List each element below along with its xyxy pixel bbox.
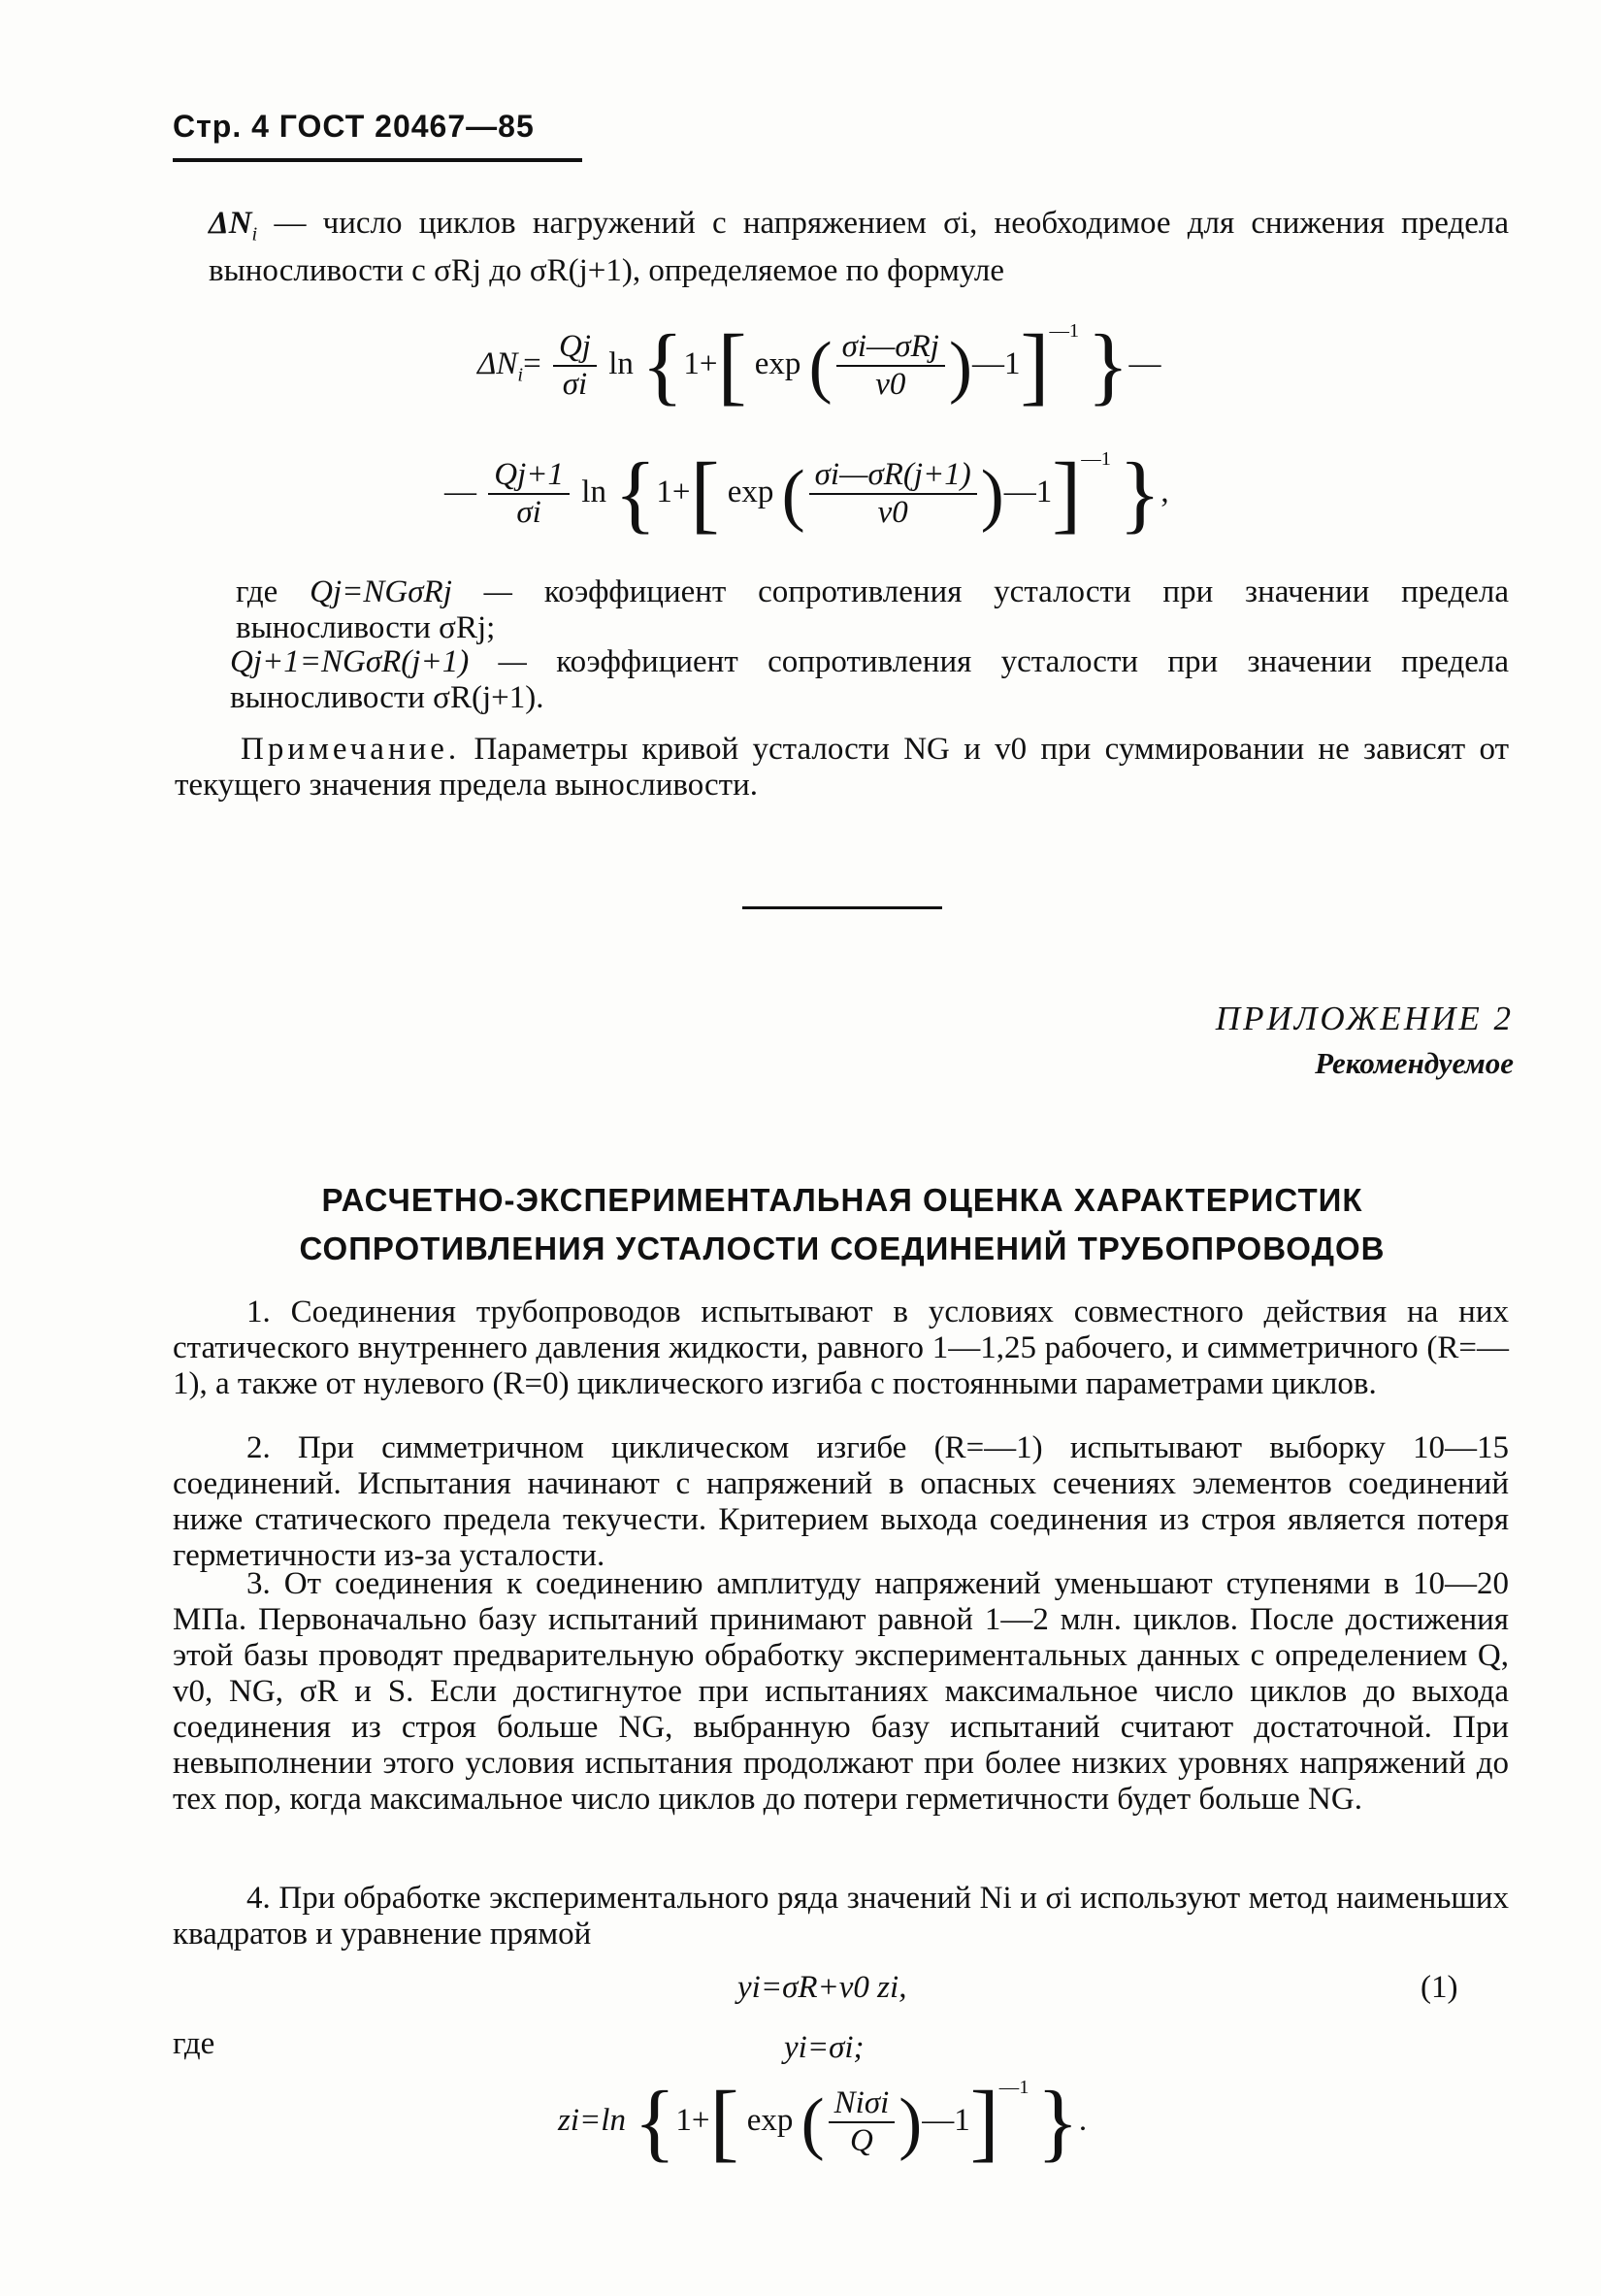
minus-one: —1: [922, 2103, 970, 2138]
equation-1-number: (1): [1421, 1970, 1458, 2005]
paragraph-4: 4. При обработке экспериментального ряда значений Ni и σi используют метод наименьших квадратов и уравнение прямой: [173, 1881, 1509, 1952]
z-lhs: zi=ln: [558, 2103, 626, 2138]
delta-n-symbol: ΔN: [209, 206, 252, 241]
page-header: Стр. 4 ГОСТ 20467—85: [173, 109, 582, 162]
left-paren: (: [781, 455, 805, 534]
fraction-numerator: Qj: [553, 329, 597, 367]
left-bracket: [: [717, 317, 747, 414]
appendix-subtitle: Рекомендуемое: [1315, 1046, 1514, 1080]
equation-z: [558, 2074, 1088, 2171]
exp-numerator: σi—σRj: [836, 329, 945, 367]
q1-lhs: Qj=NGσRj —: [310, 574, 513, 609]
formula-delta-n-line1: [477, 317, 1161, 414]
where-q1: [236, 574, 1509, 646]
q1-text: коэффициент сопротивления усталости при значении предела выносливости σRj;: [236, 574, 1510, 645]
leading-minus: —: [444, 475, 476, 509]
left-paren: (: [808, 327, 833, 406]
formula-end: .: [1078, 2103, 1088, 2138]
right-bracket: ]: [1020, 317, 1050, 414]
right-brace: }: [1036, 2074, 1079, 2171]
trailing-minus: —: [1128, 346, 1161, 381]
right-paren: ): [948, 327, 972, 406]
ln-operator: ln: [608, 346, 634, 381]
note: [175, 732, 1509, 804]
fraction-qj1-sigma: [488, 457, 570, 531]
ln-operator: ln: [581, 475, 606, 509]
appendix-title: ПРИЛОЖЕНИЕ 2: [1215, 1000, 1514, 1037]
z-denominator: Q: [850, 2123, 873, 2159]
where-label-2: где: [173, 2026, 215, 2061]
note-label: Примечание.: [241, 732, 461, 767]
right-brace: }: [1087, 317, 1129, 414]
power: —1: [1049, 320, 1080, 342]
left-bracket: [: [709, 2074, 739, 2171]
one-plus: 1+: [675, 2103, 710, 2138]
delta-n-sub: i: [251, 223, 258, 246]
formula-lhs-sub: i: [517, 364, 524, 386]
where-label: где: [236, 574, 278, 609]
formula-eq: =: [523, 346, 541, 381]
exp-operator: exp: [727, 475, 774, 509]
left-paren: (: [800, 2083, 825, 2162]
paragraph-3: 3. От соединения к соединению амплитуду напряжений уменьшают ступенями в 10—20 МПа. Первоначально базу испытаний принимают равной 1—2 млн. циклов. После достижения этой базы проводят предварительную обработку экспериментальных данных с определением Q, v0, NG, σR и S. Если достигнутое при испытаниях максимальное число циклов до выхода соединения из строя больше NG, выбранную базу испытаний считают достаточной. При невыполнении этого условия испытания продолжают при более низких уровнях напряжений до тех пор, когда максимальное число циклов до потери герметичности будет больше NG.: [173, 1566, 1509, 1817]
fraction-numerator: Qj+1: [488, 457, 570, 495]
exp-operator: exp: [754, 346, 801, 381]
fraction-denominator: σi: [516, 495, 541, 531]
delta-n-text: — число циклов нагружений с напряжением σi, необходимое для снижения предела выносливости с σRj до σR(j+1), определяемое по формуле: [209, 206, 1510, 288]
power: —1: [1081, 448, 1111, 470]
fraction-denominator: σi: [562, 367, 588, 403]
right-paren: ): [980, 455, 1004, 534]
left-brace: {: [641, 317, 684, 414]
left-bracket: [: [690, 445, 720, 542]
right-brace: }: [1119, 445, 1161, 542]
one-plus: 1+: [656, 475, 691, 509]
exp-operator: exp: [746, 2103, 794, 2138]
paragraph-1: 1. Соединения трубопроводов испытывают в условиях совместного действия на них статического внутреннего давления жидкости, равного 1—1,25 рабочего, и симметричного (R=—1), а также от нулевого (R=0) циклического изгиба с постоянными параметрами циклов.: [173, 1295, 1509, 1401]
formula-lhs: ΔN: [477, 346, 518, 381]
minus-one: —1: [1003, 475, 1053, 509]
power: —1: [998, 2077, 1029, 2098]
fraction-exp-arg: [809, 457, 977, 531]
equation-y: yi=σi;: [784, 2030, 865, 2065]
fraction-z-arg: [829, 2085, 896, 2159]
section-title-line2: СОПРОТИВЛЕНИЯ УСТАЛОСТИ СОЕДИНЕНИЙ ТРУБОПРОВОДОВ: [299, 1230, 1386, 1266]
right-bracket: ]: [1052, 445, 1082, 542]
where-q2: [230, 644, 1509, 716]
formula-end: ,: [1160, 475, 1169, 509]
appendix-heading: [1216, 1000, 1514, 1081]
section-separator: [742, 906, 942, 909]
equation-1: yi=σR+v0 zi,: [737, 1970, 907, 2005]
right-paren: ): [899, 2083, 923, 2162]
left-brace: {: [634, 2074, 676, 2171]
fraction-exp-arg: [836, 329, 945, 403]
section-title: [173, 1176, 1512, 1273]
section-title-line1: РАСЧЕТНО-ЭКСПЕРИМЕНТАЛЬНАЯ ОЦЕНКА ХАРАКТЕРИСТИК: [321, 1182, 1363, 1218]
exp-denominator: v0: [875, 367, 906, 403]
right-bracket: ]: [969, 2074, 999, 2171]
fraction-qj-sigma: [553, 329, 597, 403]
q2-text: коэффициент сопротивления усталости при значении предела выносливости σR(j+1).: [230, 644, 1510, 715]
minus-one: —1: [971, 346, 1021, 381]
q2-lhs: Qj+1=NGσR(j+1) —: [230, 644, 527, 679]
exp-numerator: σi—σR(j+1): [809, 457, 977, 495]
formula-delta-n-line2: [444, 445, 1169, 542]
exp-denominator: v0: [877, 495, 908, 531]
one-plus: 1+: [683, 346, 718, 381]
note-text: Параметры кривой усталости NG и v0 при суммировании не зависят от текущего значения предела выносливости.: [175, 732, 1510, 803]
left-brace: {: [614, 445, 657, 542]
paragraph-2: 2. При симметричном циклическом изгибе (R=—1) испытывают выборку 10—15 соединений. Испытания начинают с напряжений в опасных сечениях элементов соединений ниже статического предела текучести. Критерием выхода соединения из строя является потеря герметичности из-за усталости.: [173, 1430, 1509, 1573]
z-numerator: Niσi: [829, 2085, 896, 2123]
delta-n-definition: [209, 206, 1509, 289]
